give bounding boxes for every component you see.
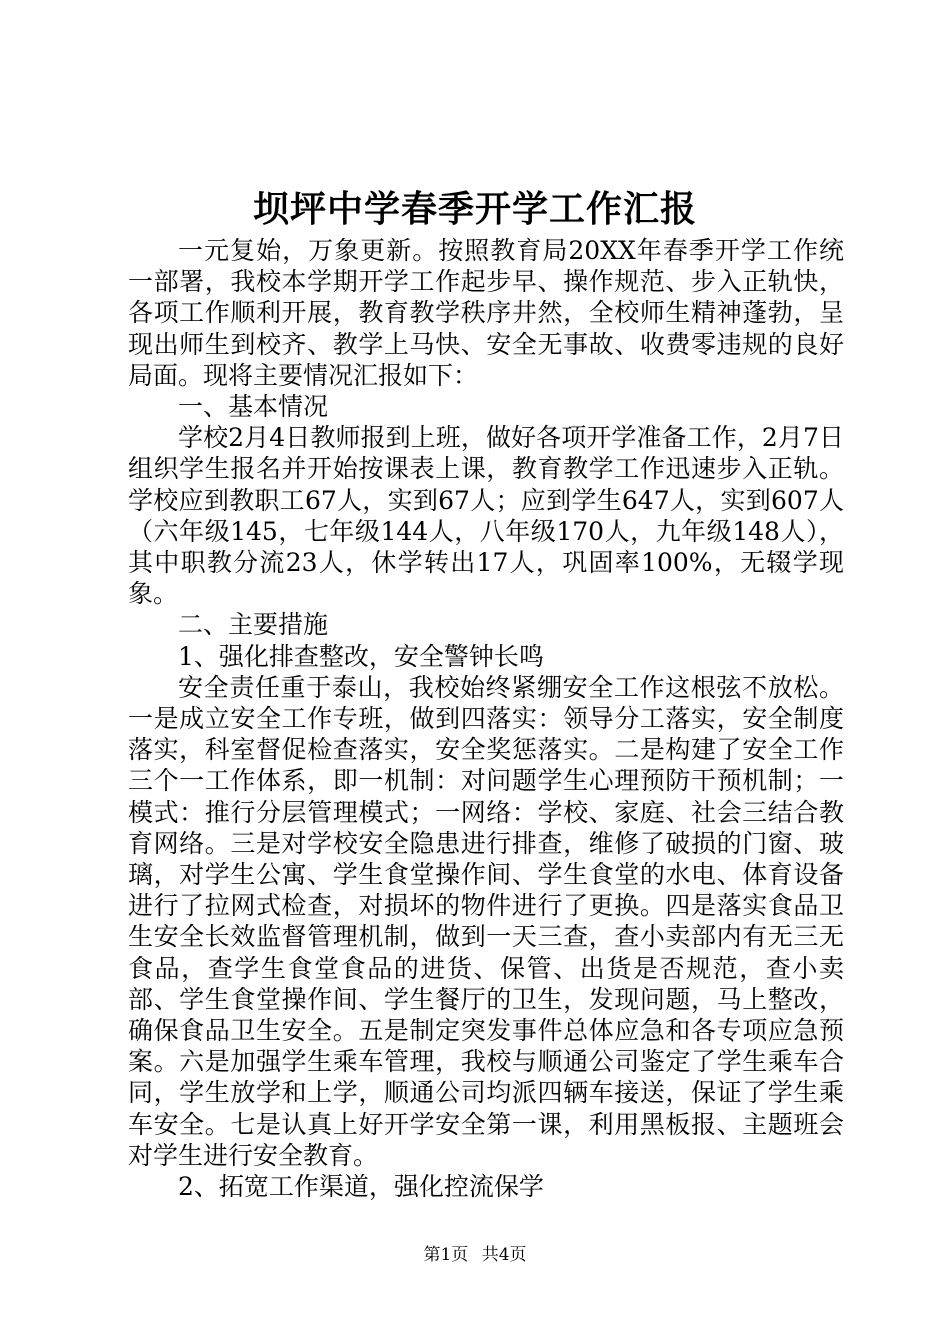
paragraph-basic-situation: 学校2月4日教师报到上班，做好各项开学准备工作，2月7日组织学生报名并开始按课表上课，教育教学工作迅速步入正轨。学校应到教职工67人，实到67人；应到学生647人，实到607人（六年级145，七年级144人，八年级170人，九年级148人），其中职教分流23人，休学转出17人，巩固率100%，无辍学现象。 <box>128 423 844 609</box>
page-total: 共4页 <box>481 1245 527 1265</box>
paragraph-intro: 一元复始，万象更新。按照教育局20XX年春季开学工作统一部署，我校本学期开学工作起步早、操作规范、步入正轨快，各项工作顺利开展，教育教学秩序井然，全校师生精神蓬勃，呈现出师生到校齐、教学上马快、安全无事故、收费零违规的良好局面。现将主要情况汇报如下： <box>128 236 844 390</box>
page-footer <box>0 1243 950 1267</box>
paragraph-safety: 安全责任重于泰山，我校始终紧绷安全工作这根弦不放松。一是成立安全工作专班，做到四落实：领导分工落实，安全制度落实，科室督促检查落实，安全奖惩落实。二是构建了安全工作三个一工作体系，即一机制：对问题学生心理预防干预机制；一模式：推行分层管理模式；一网络：学校、家庭、社会三结合教育网络。三是对学校安全隐患进行排查，维修了破损的门窗、玻璃，对学生公寓、学生食堂操作间、学生食堂的水电、体育设备进行了拉网式检查，对损坏的物件进行了更换。四是落实食品卫生安全长效监督管理机制，做到一天三查，查小卖部内有无三无食品，查学生食堂食品的进货、保管、出货是否规范，查小卖部、学生食堂操作间、学生餐厅的卫生，发现问题，马上整改，确保食品卫生安全。五是制定突发事件总体应急和各专项应急预案。六是加强学生乘车管理，我校与顺通公司鉴定了学生乘车合同，学生放学和上学，顺通公司均派四辆车接送，保证了学生乘车安全。七是认真上好开学安全第一课，利用黑板报、主题班会对学生进行安全教育。 <box>128 672 844 1170</box>
section-heading-basic: 一、基本情况 <box>178 392 329 422</box>
subheading-safety: 1、强化排查整改，安全警钟长鸣 <box>178 641 544 671</box>
document-title: 坝坪中学春季开学工作汇报 <box>252 188 697 230</box>
document-body <box>128 235 844 1202</box>
page-number: 第1页 <box>423 1245 469 1265</box>
section-heading-measures: 二、主要措施 <box>178 610 329 640</box>
subheading-retention: 2、拓宽工作渠道，强化控流保学 <box>178 1172 544 1202</box>
